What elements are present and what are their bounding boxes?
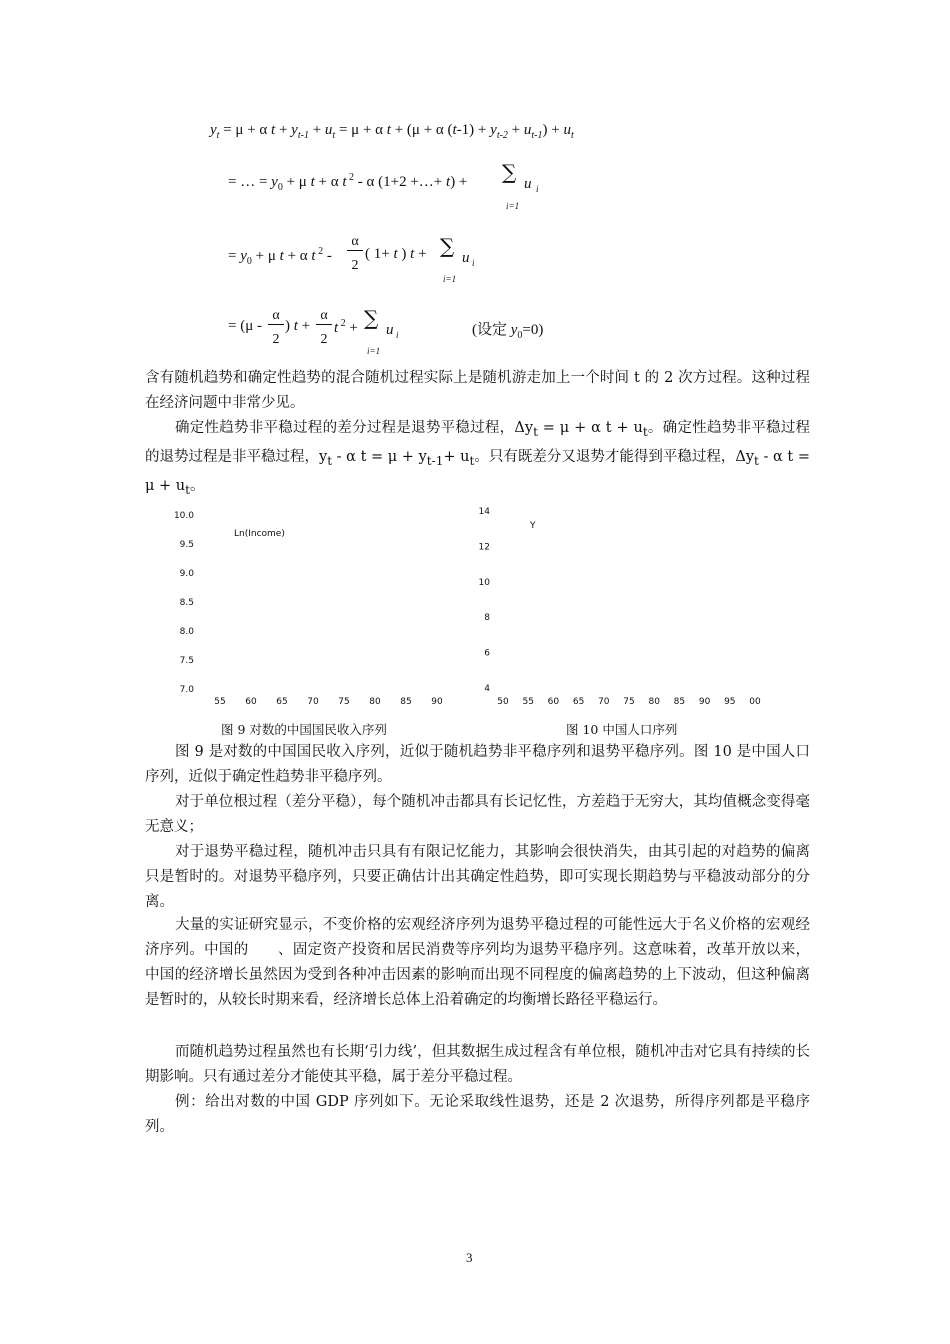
paragraph: 而随机趋势过程虽然也有长期‘引力线’，但其数据生成过程含有单位根，随机冲击对它具有持续的长期影响。只有通过差分才能使其平稳，属于差分平稳过程。 xyxy=(145,1044,810,1085)
paragraph: 大量的实证研究显示，不变价格的宏观经济序列为退势平稳过程的可能性远大于名义价格的宏观经济序列。中国的 、固定资产投资和居民消费等序列均为退势平稳序列。这意味着，改革开放以来，中国的经济增长虽然因为受到各种冲击因素的影响而出现不同程度的偏离趋势的上下波动，但这种偏离是暂时的，从较长时期来看，经济增长总体上沿着确定的均衡增长路径平稳运行。 xyxy=(145,917,810,1008)
equation-line-4-cont: ) t + xyxy=(285,318,311,334)
x-tick-label: 90 xyxy=(431,697,443,707)
sum-lower-limit: i=1 xyxy=(367,346,381,356)
paragraph: 图 9 是对数的中国国民收入序列，近似于随机趋势非平稳序列和退势平稳序列。图 10 是中国人口序列，近似于确定性趋势非平稳序列。 xyxy=(145,744,810,785)
equation-line-1: $y_t = \mu + \alpha$ $t + y_{t-1} + u_t = \mu + \alpha$ t + (μ + α $(t-1) + y_{t-2} + u_{t-1}) + u_t$ xyxy=(210,122,574,141)
paragraph: 对于退势平稳过程，随机冲击只具有有限记忆能力，其影响会很快消失，由其引起的对趋势的偏离只是暂时的。对退势平稳序列，只要正确估计出其确定性趋势，即可实现长期趋势与平稳波动部分的分离。 xyxy=(145,844,810,910)
y-tick-label: 12 xyxy=(478,542,490,553)
fraction-denominator: 2 xyxy=(320,332,328,347)
chart-population xyxy=(470,500,770,712)
x-tick-label: 85 xyxy=(400,697,412,707)
x-tick-label: 95 xyxy=(724,697,736,707)
y-tick-label: 9.0 xyxy=(179,569,194,579)
y-tick-label: 7.5 xyxy=(179,656,194,666)
y-tick-label: 9.5 xyxy=(179,540,194,550)
y-tick-label: 10 xyxy=(478,577,490,588)
equation-line-4-cont2: t $^2$ + xyxy=(334,318,358,336)
x-tick-label: 85 xyxy=(673,697,686,707)
y-tick-label: 8 xyxy=(484,613,490,624)
sum-lower-limit: i=1 xyxy=(506,201,520,211)
x-tick-label: 70 xyxy=(307,697,319,707)
equation-line-2: = … = $y_0 + \mu$ t + α t $^2$ - α (1+2 +…+ t) + xyxy=(228,172,468,193)
y-tick-label: 14 xyxy=(478,507,490,517)
x-tick-label: 80 xyxy=(648,697,660,707)
x-tick-label: 75 xyxy=(623,697,635,707)
y-tick-label: 4 xyxy=(484,684,490,694)
sum-index: i xyxy=(536,184,539,194)
equation-line-4: = (μ - xyxy=(228,318,262,334)
x-tick-label: 50 xyxy=(497,697,509,707)
x-tick-label: 55 xyxy=(214,697,226,707)
fraction-denominator: 2 xyxy=(351,258,359,273)
x-tick-label: 65 xyxy=(276,697,288,707)
page-number: 3 xyxy=(466,1250,473,1265)
x-tick-label: 80 xyxy=(369,697,381,707)
chart-title: Y xyxy=(530,521,536,531)
x-tick-label: 55 xyxy=(522,697,534,707)
x-tick-label: 65 xyxy=(572,697,585,707)
sum-symbol: ∑ xyxy=(502,160,517,184)
chart-ln-income xyxy=(160,500,460,712)
equation-note: (设定 $y_0=0$) xyxy=(472,322,544,341)
sum-index: i xyxy=(472,258,475,268)
sum-symbol: ∑ xyxy=(364,306,379,330)
y-tick-label: 6 xyxy=(484,648,490,659)
fraction-numerator: α xyxy=(268,308,284,325)
paragraph: 含有随机趋势和确定性趋势的混合随机过程实际上是随机游走加上一个时间 t 的 2 次方过程。这种过程在经济问题中非常少见。 xyxy=(145,370,810,411)
y-tick-label: 7.0 xyxy=(179,685,194,695)
figure-caption: 图 9 对数的中国国民收入序列 xyxy=(221,722,387,737)
equation-line-3: = $y_0 + \mu$ t + α t $^2$ - xyxy=(228,246,332,267)
sum-index: i xyxy=(396,330,399,340)
fraction-numerator: α xyxy=(316,308,332,325)
sum-lower-limit: i=1 xyxy=(443,274,457,284)
fraction-numerator: α xyxy=(347,234,363,251)
chart-title: Ln(Income) xyxy=(234,529,285,539)
fraction-denominator: 2 xyxy=(272,332,280,347)
sum-term: u xyxy=(386,322,394,338)
y-tick-label: 10.0 xyxy=(173,511,194,521)
sum-term: u xyxy=(462,250,470,266)
paragraph: 例：给出对数的中国 GDP 序列如下。无论采取线性退势，还是 2 次退势，所得序列都是平稳序列。 xyxy=(145,1094,810,1135)
y-tick-label: 8.5 xyxy=(179,598,194,608)
sum-term: u xyxy=(524,176,532,192)
x-tick-label: 90 xyxy=(698,697,711,707)
paragraph: 确定性趋势非平稳过程的差分过程是退势平稳过程，$\Delta y_t = \mu + \alpha$ $t + u_t$。确定性趋势非平稳过程的退势过程是非平稳过程，$y_t$ - α $t = \mu + y_{t-1}+ u_t$。只有既差分又退势才能得到平稳过程，$\Delta y_t$ - α $t = \mu + u_t$。 xyxy=(145,420,810,497)
figure-caption: 图 10 中国人口序列 xyxy=(566,722,678,737)
paragraph: 对于单位根过程（差分平稳），每个随机冲击都具有长记忆性，方差趋于无穷大，其均值概念变得毫无意义； xyxy=(145,794,810,835)
y-tick-label: 8.0 xyxy=(179,627,194,637)
x-tick-label: 60 xyxy=(547,697,560,707)
x-tick-label: 00 xyxy=(749,697,761,707)
x-tick-label: 60 xyxy=(245,697,257,707)
x-tick-label: 70 xyxy=(598,697,610,707)
equation-line-3-cont: ( 1+ t ) t + xyxy=(365,246,427,262)
sum-symbol: ∑ xyxy=(440,234,455,258)
x-tick-label: 75 xyxy=(338,697,350,707)
